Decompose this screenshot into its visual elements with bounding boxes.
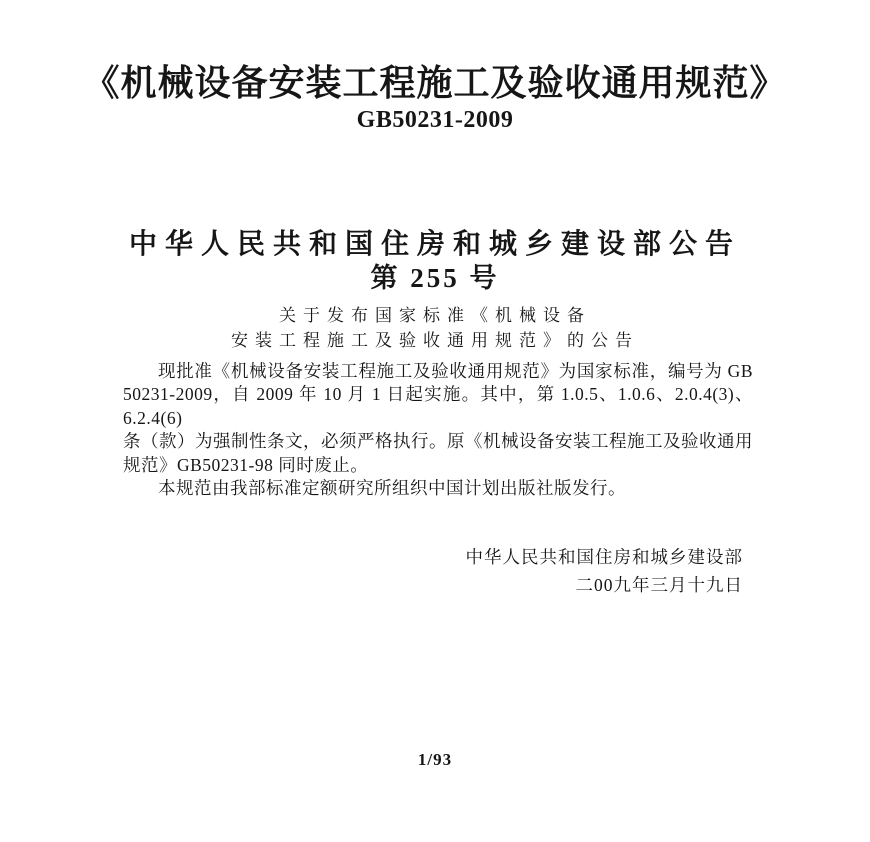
signature-date: 二00九年三月十九日 — [575, 574, 743, 595]
subject-line-1: 关于发布国家标准《机械设备 — [279, 305, 591, 325]
standard-code: GB50231-2009 — [356, 107, 514, 134]
announcement-number: 第 255 号 — [370, 262, 500, 293]
body-line-3: 条（款）为强制性条文，必须严格执行。原《机械设备安装工程施工及验收通用 — [123, 431, 753, 452]
body-line-1: 现批准《机械设备安装工程施工及验收通用规范》为国家标准，编号为 GB — [158, 360, 753, 381]
announcement-body — [123, 360, 753, 501]
document-title: 《机械设备安装工程施工及验收通用规范》 — [83, 63, 787, 103]
announcement-subject — [0, 303, 870, 353]
body-line-2: 50231-2009，自 2009 年 10 月 1 日起实施。其中，第 1.0.5、1.0.6、2.0.4(3)、6.2.4(6) — [123, 384, 753, 428]
signature-issuer: 中华人民共和国住房和城乡建设部 — [465, 546, 743, 567]
announcement-issuer-title: 中华人民共和国住房和城乡建设部公告 — [128, 229, 741, 261]
page-indicator: 1/93 — [417, 750, 453, 769]
subject-line-2: 安装工程施工及验收通用规范》的公告 — [231, 330, 639, 350]
body-line-4: 规范》GB50231-98 同时废止。 — [123, 454, 369, 475]
page-footer — [0, 750, 870, 770]
body-line-5: 本规范由我部标准定额研究所组织中国计划出版社版发行。 — [158, 478, 626, 499]
signature-block — [123, 543, 753, 599]
